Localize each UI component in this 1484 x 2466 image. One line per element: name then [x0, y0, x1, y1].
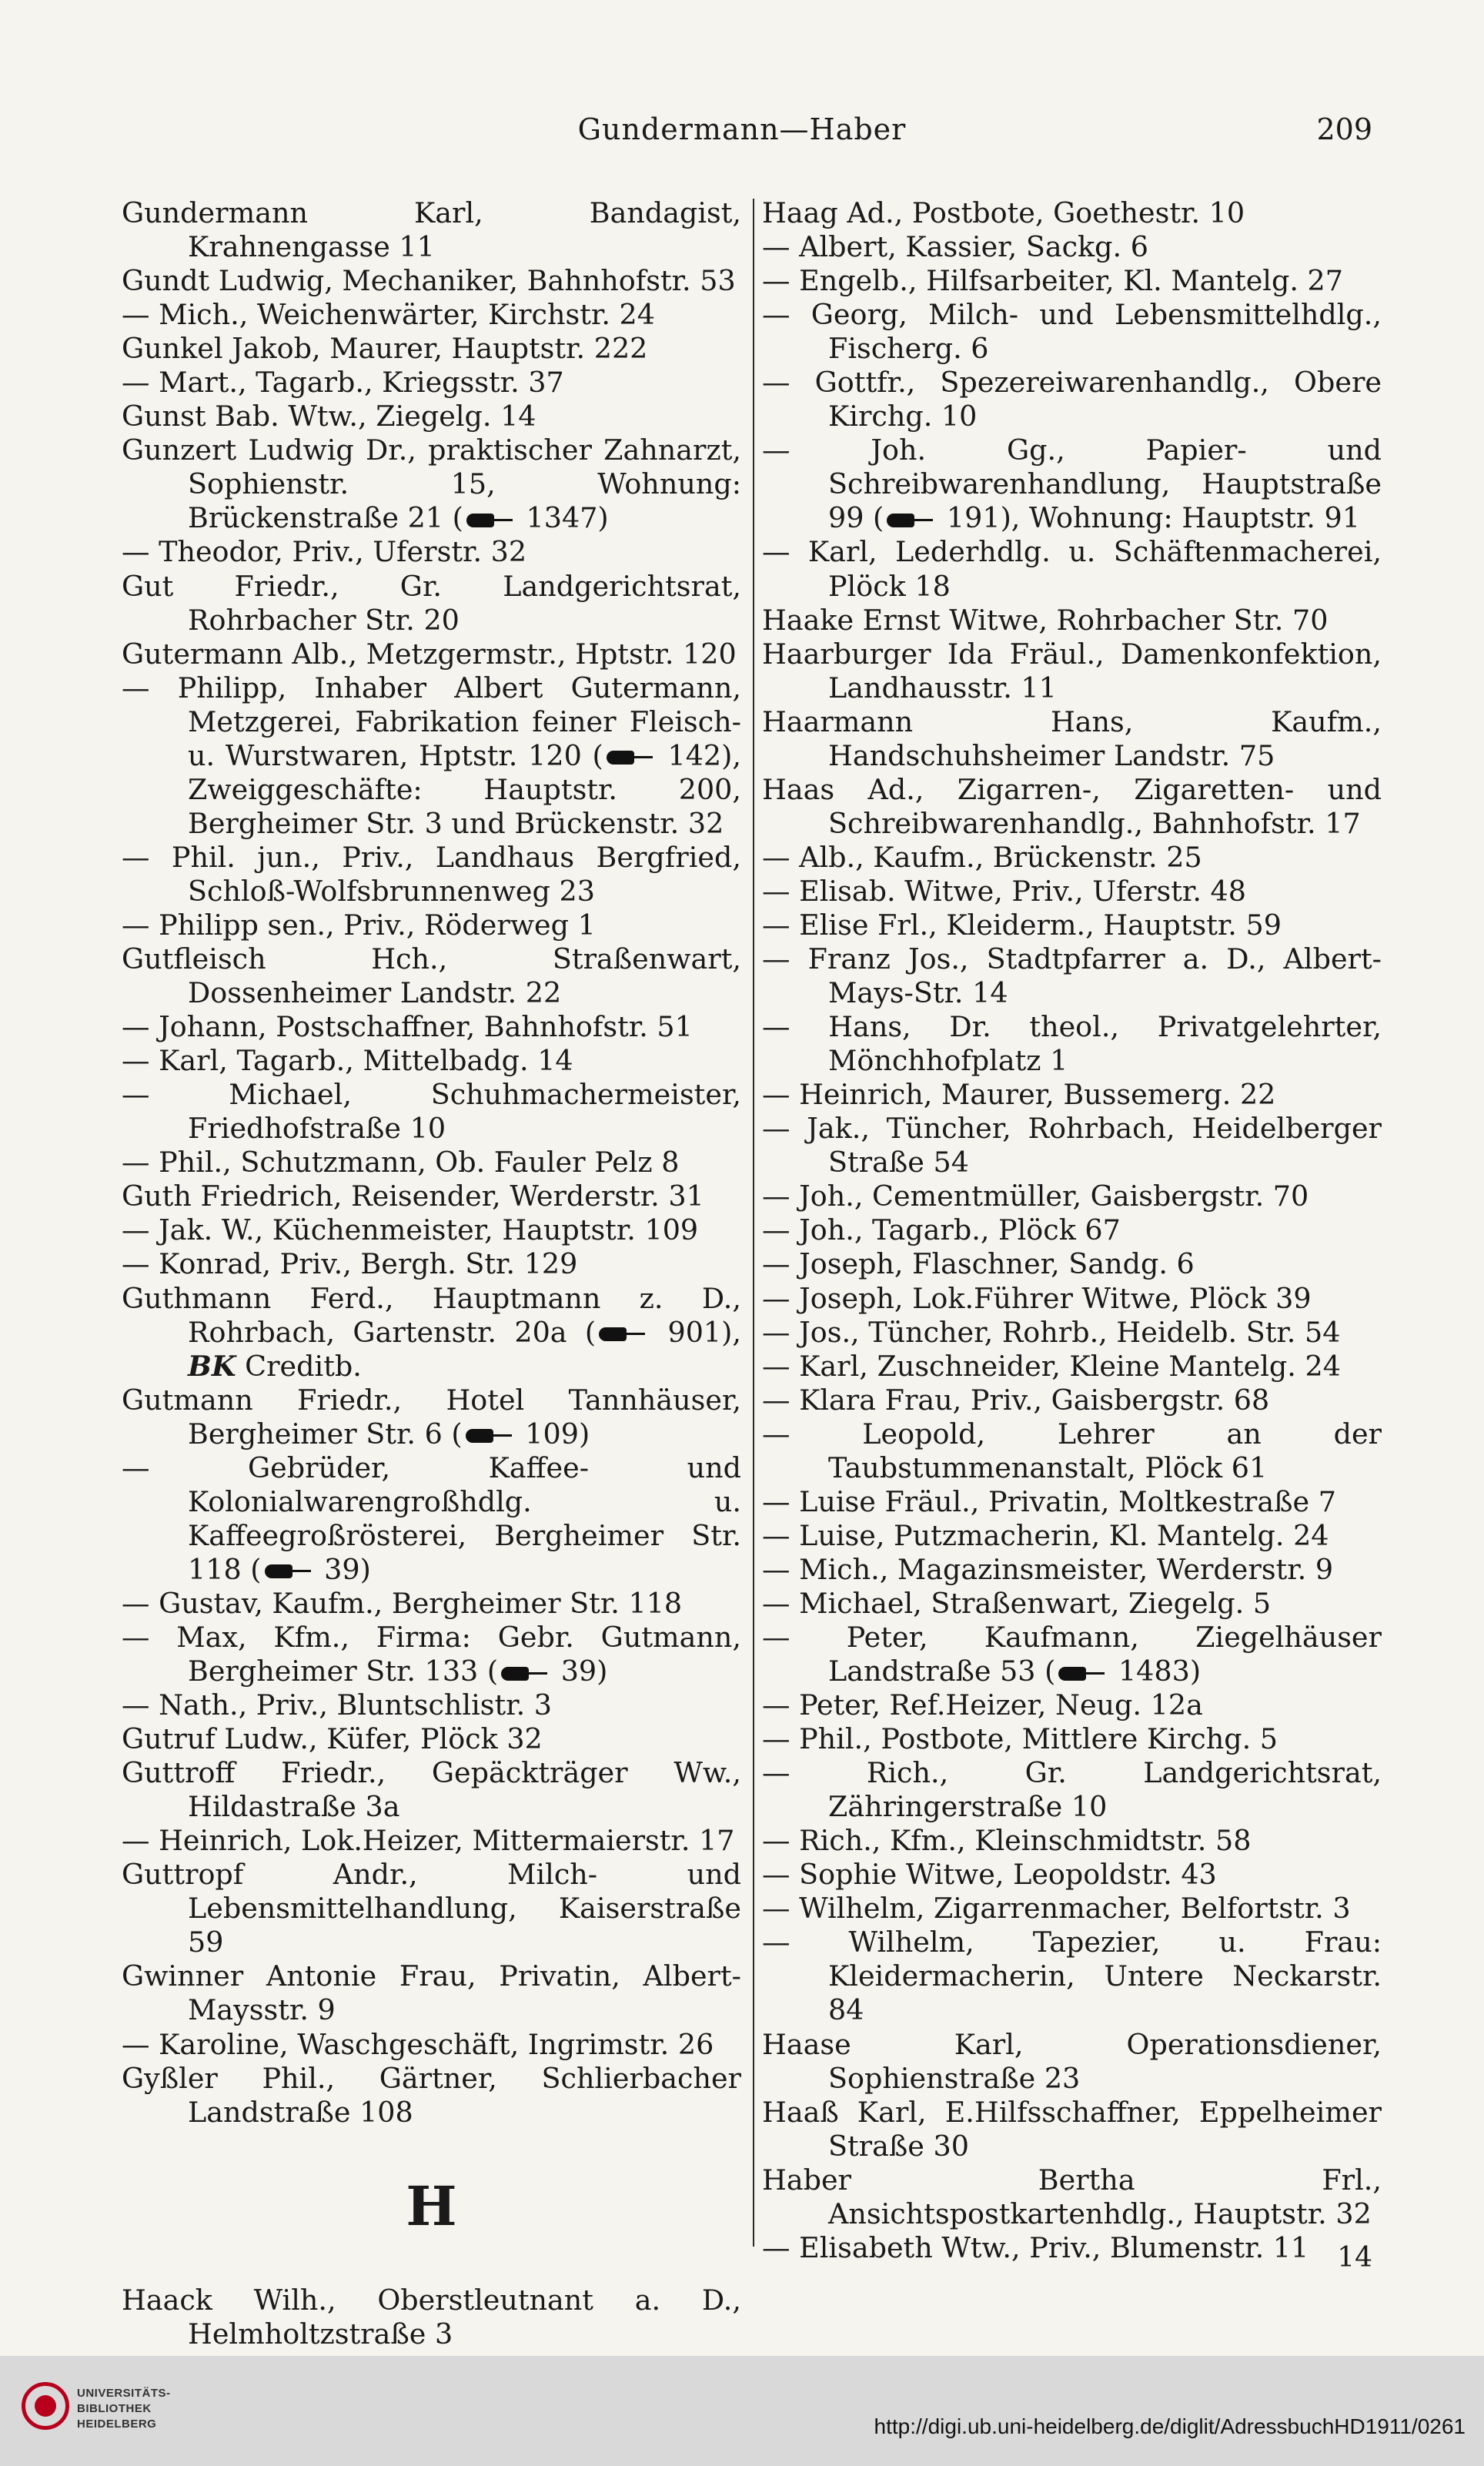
- directory-entry: — Rich., Gr. Landgerichtsrat, Zähringerstraße 10: [762, 1756, 1382, 1824]
- directory-entry: — Gebrüder, Kaffee- und Kolonialwarengroßhdlg. u. Kaffeegroßrösterei, Bergheimer Str. 118 ( 39): [122, 1450, 741, 1586]
- directory-entry: Gyßler Phil., Gärtner, Schlierbacher Landstraße 108: [122, 2061, 741, 2129]
- directory-entry: — Karl, Zuschneider, Kleine Mantelg. 24: [762, 1349, 1341, 1383]
- logo-line: HEIDELBERG: [77, 2417, 157, 2431]
- signature-mark: 14: [1337, 2242, 1372, 2274]
- directory-entry: — Max, Kfm., Firma: Gebr. Gutmann, Bergheimer Str. 133 ( 39): [122, 1620, 741, 1688]
- directory-entry: — Joseph, Flaschner, Sandg. 6: [762, 1247, 1195, 1281]
- directory-entry: Haack Wilh., Oberstleutnant a. D., Helmholtzstraße 3: [122, 2283, 741, 2351]
- directory-entry: Gutermann Alb., Metzgermstr., Hptstr. 120: [122, 637, 737, 671]
- page-header-title: Gundermann—Haber: [577, 112, 907, 146]
- directory-entry: — Mich., Magazinsmeister, Werderstr. 9: [762, 1552, 1334, 1586]
- directory-entry: — Albert, Kassier, Sackg. 6: [762, 230, 1148, 264]
- directory-entry: — Jak., Tüncher, Rohrbach, Heidelberger Straße 54: [762, 1112, 1382, 1179]
- telephone-icon: [1058, 1665, 1106, 1682]
- directory-entry: — Jos., Tüncher, Rohrb., Heidelb. Str. 54: [762, 1315, 1341, 1349]
- directory-entry: — Heinrich, Maurer, Bussemerg. 22: [762, 1078, 1276, 1112]
- directory-entry: Gunkel Jakob, Maurer, Hauptstr. 222: [122, 332, 648, 366]
- directory-entry: — Peter, Kaufmann, Ziegelhäuser Landstraße 53 ( 1483): [762, 1620, 1382, 1688]
- telephone-icon: [466, 512, 514, 529]
- telephone-icon: [887, 512, 934, 529]
- directory-entry: — Gustav, Kaufm., Bergheimer Str. 118: [122, 1586, 683, 1620]
- column-divider: [753, 199, 754, 2247]
- directory-entry: — Leopold, Lehrer an der Taubstummenanstalt, Plöck 61: [762, 1417, 1382, 1484]
- directory-entry: Gundermann Karl, Bandagist, Krahnengasse 11: [122, 196, 741, 264]
- directory-entry: — Joh., Cementmüller, Gaisbergstr. 70: [762, 1179, 1309, 1213]
- right-column: [762, 196, 1382, 2265]
- directory-entry: — Wilhelm, Tapezier, u. Frau: Kleidermacherin, Untere Neckarstr. 84: [762, 1926, 1382, 2027]
- directory-entry: Guttroff Friedr., Gepäckträger Ww., Hildastraße 3a: [122, 1756, 741, 1824]
- directory-entry: — Franz Jos., Stadtpfarrer a. D., Albert-Mays-Str. 14: [762, 942, 1382, 1010]
- directory-entry: Haag Ad., Postbote, Goethestr. 10: [762, 196, 1245, 229]
- directory-entry: Haarburger Ida Fräul., Damenkonfektion, Landhausstr. 11: [762, 637, 1382, 704]
- directory-entry: Haase Karl, Operationsdiener, Sophienstraße 23: [762, 2027, 1382, 2095]
- directory-entry: — Engelb., Hilfsarbeiter, Kl. Mantelg. 27: [762, 264, 1343, 298]
- directory-entry: — Luise Fräul., Privatin, Moltkestraße 7: [762, 1484, 1336, 1518]
- directory-entry: — Johann, Postschaffner, Bahnhofstr. 51: [122, 1010, 693, 1044]
- directory-entry: — Konrad, Priv., Bergh. Str. 129: [122, 1247, 578, 1281]
- directory-entry: Haake Ernst Witwe, Rohrbacher Str. 70: [762, 603, 1329, 637]
- directory-entry: — Elisabeth Wtw., Priv., Blumenstr. 11: [762, 2230, 1309, 2264]
- directory-entry: Gutfleisch Hch., Straßenwart, Dossenheimer Landstr. 22: [122, 942, 741, 1010]
- directory-entry: Guth Friedrich, Reisender, Werderstr. 31: [122, 1179, 704, 1213]
- directory-entry: — Alb., Kaufm., Brückenstr. 25: [762, 840, 1202, 874]
- logo-line: UNIVERSITÄTS-: [77, 2387, 171, 2400]
- directory-entry: Haas Ad., Zigarren-, Zigaretten- und Schreibwarenhandlg., Bahnhofstr. 17: [762, 772, 1382, 840]
- directory-entry: Haber Bertha Frl., Ansichtspostkartenhdlg., Hauptstr. 32: [762, 2163, 1382, 2230]
- directory-entry: — Klara Frau, Priv., Gaisbergstr. 68: [762, 1383, 1270, 1417]
- directory-entry: — Gottfr., Spezereiwarenhandlg., Obere Kirchg. 10: [762, 366, 1382, 433]
- directory-entry: — Elise Frl., Kleiderm., Hauptstr. 59: [762, 908, 1282, 942]
- directory-entry: — Phil., Schutzmann, Ob. Fauler Pelz 8: [122, 1146, 680, 1179]
- directory-entry: — Joh., Tagarb., Plöck 67: [762, 1213, 1121, 1247]
- directory-entry: — Joh. Gg., Papier- und Schreibwarenhandlung, Hauptstraße 99 ( 191), Wohnung: Hauptstr. 91: [762, 433, 1382, 535]
- telephone-icon: [607, 749, 654, 766]
- directory-entry: Haaß Karl, E.Hilfsschaffner, Eppelheimer Straße 30: [762, 2095, 1382, 2163]
- directory-entry: — Theodor, Priv., Uferstr. 32: [122, 535, 527, 569]
- logo-line: BIBLIOTHEK: [77, 2402, 152, 2415]
- directory-entry: — Jak. W., Küchenmeister, Hauptstr. 109: [122, 1213, 699, 1247]
- directory-entry: — Michael, Schuhmachermeister, Friedhofstraße 10: [122, 1078, 741, 1146]
- telephone-icon: [501, 1665, 549, 1682]
- directory-entry: — Mart., Tagarb., Kriegsstr. 37: [122, 366, 564, 400]
- directory-entry: — Rich., Kfm., Kleinschmidtstr. 58: [762, 1824, 1252, 1858]
- directory-entry: — Phil. jun., Priv., Landhaus Bergfried, Schloß-Wolfsbrunnenweg 23: [122, 840, 741, 908]
- directory-entry: — Mich., Weichenwärter, Kirchstr. 24: [122, 298, 655, 332]
- telephone-icon: [599, 1326, 647, 1343]
- telephone-icon: [466, 1427, 513, 1444]
- directory-entry: — Sophie Witwe, Leopoldstr. 43: [762, 1858, 1217, 1892]
- page-number: 209: [1316, 112, 1372, 146]
- directory-entry: — Karoline, Waschgeschäft, Ingrimstr. 26: [122, 2027, 714, 2061]
- directory-entry: — Wilhelm, Zigarrenmacher, Belfortstr. 3: [762, 1892, 1351, 1926]
- directory-entry: — Karl, Lederhdlg. u. Schäftenmacherei, Plöck 18: [762, 535, 1382, 603]
- directory-entry: — Hans, Dr. theol., Privatgelehrter, Mönchhofplatz 1: [762, 1010, 1382, 1078]
- directory-entry: Gunzert Ludwig Dr., praktischer Zahnarzt, Sophienstr. 15, Wohnung: Brückenstraße 21 ( 1347): [122, 433, 741, 535]
- left-column: [122, 196, 741, 2351]
- directory-entry: — Heinrich, Lok.Heizer, Mittermaierstr. 17: [122, 1824, 735, 1858]
- library-logo[interactable]: [22, 2382, 171, 2444]
- directory-entry: — Philipp sen., Priv., Röderweg 1: [122, 908, 596, 942]
- directory-entry: — Nath., Priv., Bluntschlistr. 3: [122, 1688, 553, 1722]
- section-letter-heading: H: [406, 2173, 457, 2238]
- directory-entry: — Karl, Tagarb., Mittelbadg. 14: [122, 1044, 573, 1078]
- directory-entry: — Philipp, Inhaber Albert Gutermann, Metzgerei, Fabrikation feiner Fleisch- u. Wurstwaren, Hptstr. 120 ( 142), Zweiggeschäfte: Hauptstr. 200, Bergheimer Str. 3 und Brückenstr. 32: [122, 671, 741, 840]
- directory-entry: Gut Friedr., Gr. Landgerichtsrat, Rohrbacher Str. 20: [122, 569, 741, 637]
- directory-entry: Gutmann Friedr., Hotel Tannhäuser, Bergheimer Str. 6 ( 109): [122, 1383, 741, 1450]
- viewer-footer: [0, 2356, 1484, 2466]
- directory-entry: Gundt Ludwig, Mechaniker, Bahnhofstr. 53: [122, 264, 736, 298]
- directory-entry: Haarmann Hans, Kaufm., Handschuhsheimer Landstr. 75: [762, 704, 1382, 772]
- directory-entry: — Peter, Ref.Heizer, Neug. 12a: [762, 1688, 1203, 1722]
- directory-entry: Guthmann Ferd., Hauptmann z. D., Rohrbach, Gartenstr. 20a ( 901), BK Creditb.: [122, 1281, 741, 1383]
- directory-entry: — Phil., Postbote, Mittlere Kirchg. 5: [762, 1722, 1278, 1756]
- directory-entry: Gwinner Antonie Frau, Privatin, Albert-Maysstr. 9: [122, 1959, 741, 2027]
- seal-icon: [22, 2382, 69, 2430]
- directory-entry: Gunst Bab. Wtw., Ziegelg. 14: [122, 400, 536, 433]
- telephone-icon: [265, 1563, 313, 1580]
- directory-entry: — Michael, Straßenwart, Ziegelg. 5: [762, 1586, 1272, 1620]
- directory-entry: — Georg, Milch- und Lebensmittelhdlg., Fischerg. 6: [762, 298, 1382, 366]
- source-url-link[interactable]: http://digi.ub.uni-heidelberg.de/diglit/AdressbuchHD1911/0261: [874, 2414, 1466, 2438]
- directory-entry: — Luise, Putzmacherin, Kl. Mantelg. 24: [762, 1518, 1329, 1552]
- directory-entry: Guttropf Andr., Milch- und Lebensmittelhandlung, Kaiserstraße 59: [122, 1858, 741, 1959]
- directory-entry: — Joseph, Lok.Führer Witwe, Plöck 39: [762, 1281, 1312, 1315]
- directory-entry: Gutruf Ludw., Küfer, Plöck 32: [122, 1722, 543, 1756]
- directory-entry: — Elisab. Witwe, Priv., Uferstr. 48: [762, 874, 1247, 908]
